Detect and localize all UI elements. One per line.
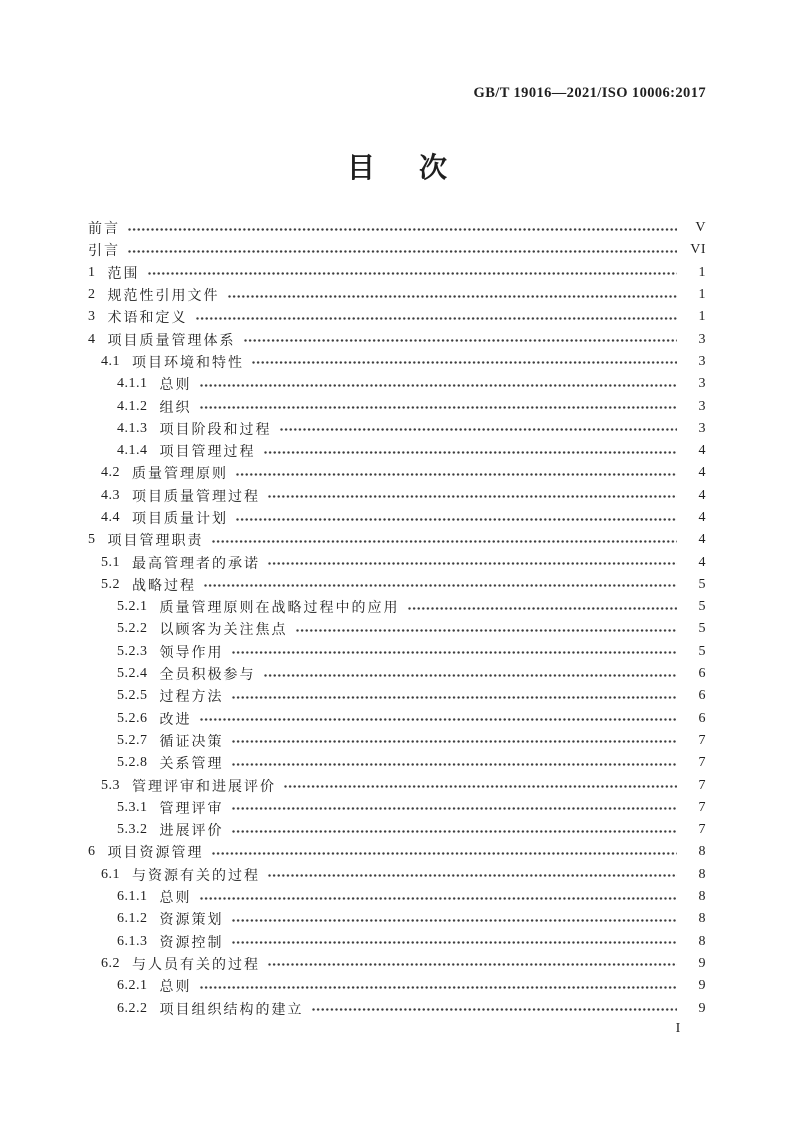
toc-entry-number: 5.2.3 [117,643,148,659]
toc-entry-number: 4 [88,331,96,347]
toc-entry [88,306,706,328]
toc-entry-title: 范围 [107,266,140,282]
toc-entry [88,908,706,930]
toc-entry-number: 4.3 [101,487,120,503]
toc-entry-page: V [695,220,706,236]
toc-entry-title: 与资源有关的过程 [132,868,260,884]
toc-entry-number: 5.2.5 [117,688,148,704]
toc-entry [88,507,706,529]
toc-entry-number: 5.2 [101,576,120,592]
toc-entry [88,328,706,350]
toc-entry-number: 4.1.3 [117,420,148,436]
dot-leader [200,384,678,388]
toc-entry-page: 6 [698,666,706,682]
toc-entry [88,262,706,284]
standard-number: GB/T 19016—2021/ISO 10006:2017 [473,85,706,101]
toc-entry-page: 3 [698,398,706,414]
toc-entry-page: 7 [698,732,706,748]
toc-entry-page: 8 [698,844,706,860]
dot-leader [196,317,678,321]
toc-entry-title: 项目组织结构的建立 [159,1002,304,1018]
toc-entry-number: 5.1 [101,554,120,570]
toc-entry [88,574,706,596]
toc-entry [88,752,706,774]
dot-leader [148,272,678,276]
toc-entry-number: 1 [88,264,96,280]
toc-entry-number: 4.2 [101,465,120,481]
toc-entry-page: 3 [698,331,706,347]
toc-entry [88,217,706,239]
toc-entry-page: 8 [698,911,706,927]
toc-entry-title: 资源策划 [159,913,224,929]
toc-entry-number: 5.2.6 [117,710,148,726]
toc-entry-page: 7 [698,822,706,838]
toc-entry-title: 改进 [159,712,192,728]
dot-leader [228,295,678,299]
toc-entry [88,953,706,975]
dot-leader [264,451,678,455]
toc-entry [88,864,706,886]
toc-entry-page: 5 [698,576,706,592]
dot-leader [232,919,678,923]
toc-entry-title: 关系管理 [159,757,224,773]
dot-leader [244,339,678,343]
toc-entry [88,485,706,507]
toc-entry-number: 4.1 [101,353,120,369]
toc-entry [88,797,706,819]
toc-entry-page: 5 [698,643,706,659]
toc-entry-page: 5 [698,599,706,615]
toc-entry [88,641,706,663]
toc-entry-title: 项目阶段和过程 [159,422,272,438]
toc-entry-page: 9 [698,978,706,994]
toc-entry-title: 领导作用 [159,645,224,661]
toc-entry-title: 项目质量计划 [132,512,228,527]
toc-entry [88,351,706,373]
toc-entry-title: 项目管理职责 [107,534,204,550]
toc-entry [88,440,706,462]
toc-entry [88,418,706,440]
toc-entry [88,395,706,417]
toc-entry-title: 项目管理过程 [159,445,256,461]
toc-entry-number: 5.2.7 [117,732,148,748]
toc-entry-number: 6 [88,844,96,860]
toc-entry-page: 3 [698,420,706,436]
toc-list [88,217,706,1020]
toc-entry-title: 总则 [159,980,192,996]
toc-entry-number: 5.2.4 [117,666,148,682]
toc-entry-number: 5.2.8 [117,755,148,771]
toc-entry-title: 术语和定义 [107,311,188,327]
toc-entry-number: 5.2.2 [117,621,148,637]
toc-entry [88,841,706,863]
toc-entry-number: 3 [88,309,96,325]
toc-entry [88,819,706,841]
toc-entry [88,997,706,1019]
toc-entry-title: 进展评价 [159,824,224,840]
dot-leader [204,584,677,588]
toc-entry-title: 项目环境和特性 [132,355,244,371]
toc-entry-title: 质量管理原则在战略过程中的应用 [159,601,400,617]
toc-entry-page: 7 [698,799,706,815]
toc-entry [88,708,706,730]
toc-entry-title: 全员积极参与 [159,668,256,684]
toc-entry-title: 资源控制 [159,935,224,951]
toc-entry-page: 4 [698,510,706,525]
dot-leader [252,361,677,365]
toc-entry-number: 6.2.1 [117,978,148,994]
toc-entry [88,618,706,640]
toc-entry [88,663,706,685]
toc-entry [88,373,706,395]
toc-entry-title: 总则 [159,891,192,907]
toc-entry-title: 与人员有关的过程 [132,957,260,973]
toc-entry-title: 以顾客为关注焦点 [159,623,288,639]
toc-entry-page: 8 [698,866,706,882]
dot-leader [212,540,678,544]
toc-entry-title: 总则 [159,378,192,394]
document-header [474,85,706,102]
dot-leader [268,963,677,967]
toc-entry-title: 最高管理者的承诺 [132,556,260,572]
toc-entry-number: 6.2 [101,955,120,971]
footer-page-number: I [675,1021,681,1036]
toc-entry-page: 8 [698,889,706,905]
toc-entry-title: 引言 [88,244,120,260]
toc-entry [88,685,706,707]
dot-leader [280,428,678,432]
toc-entry [88,886,706,908]
toc-entry-page: 4 [698,465,706,481]
toc-entry-number: 6.1.1 [117,889,148,905]
dot-leader [200,897,678,901]
toc-entry-page: 8 [698,933,706,949]
toc-entry-number: 5.2.1 [117,599,148,615]
toc-entry [88,239,706,261]
toc-entry-page: 6 [698,688,706,704]
toc-entry [88,551,706,573]
toc-entry-page: 4 [698,443,706,459]
dot-leader [232,941,678,945]
toc-entry [88,596,706,618]
toc-entry-page: 7 [698,777,706,793]
toc-entry-page: 1 [698,309,706,325]
toc-entry-page: 7 [698,755,706,771]
toc-entry [88,730,706,752]
toc-entry-page: 9 [698,955,706,971]
dot-leader [268,495,677,499]
toc-entry [88,774,706,796]
toc-entry-title: 项目质量管理体系 [107,333,236,349]
toc-entry-title: 项目资源管理 [107,846,204,862]
toc-entry-title: 战略过程 [132,578,196,594]
toc-entry-number: 5.3.2 [117,822,148,838]
toc-entry-page: 3 [698,376,706,392]
dot-leader [268,562,677,566]
toc-entry-number: 4.4 [101,510,120,525]
toc-entry-number: 6.1 [101,866,120,882]
toc-entry-number: 4.1.2 [117,398,148,414]
toc-entry-page: 1 [698,287,706,303]
toc-entry-page: 1 [698,264,706,280]
dot-leader [264,674,678,678]
dot-leader [232,830,678,834]
toc-entry-number: 2 [88,287,96,303]
toc-entry-number: 6.1.2 [117,911,148,927]
toc-entry-title: 规范性引用文件 [107,289,220,305]
toc-entry-title: 过程方法 [159,690,224,706]
toc-entry-page: 4 [698,554,706,570]
dot-leader [232,651,678,655]
toc-entry-title: 质量管理原则 [132,467,228,483]
dot-leader [408,607,678,611]
dot-leader [284,785,677,789]
toc-entry-title: 循证决策 [159,734,224,750]
toc-entry [88,931,706,953]
dot-leader [312,1008,678,1012]
toc-entry-page: 4 [698,487,706,503]
dot-leader [200,406,678,410]
toc-entry-title: 管理评审和进展评价 [132,779,276,795]
toc-entry-page: 3 [698,353,706,369]
dot-leader [268,874,677,878]
toc-entry-title: 项目质量管理过程 [132,489,260,505]
dot-leader [232,696,678,700]
dot-leader [232,763,678,767]
dot-leader [296,629,678,633]
dot-leader [236,518,677,522]
toc-entry-page: 5 [698,621,706,637]
toc-entry-page: 9 [698,1000,706,1016]
dot-leader [212,852,678,856]
dot-leader [128,250,677,254]
toc-entry [88,975,706,997]
page-title: 目 次 [346,153,455,184]
dot-leader [232,807,678,811]
toc-entry-page: VI [690,242,706,258]
dot-leader [236,473,677,477]
toc-entry-title: 组织 [159,400,192,416]
toc-entry-page: 6 [698,710,706,726]
toc-entry-number: 4.1.4 [117,443,148,459]
toc-entry-page: 4 [698,532,706,548]
dot-leader [200,718,678,722]
dot-leader [128,228,677,232]
toc-entry-title: 管理评审 [159,801,224,817]
toc-entry [88,529,706,551]
dot-leader [232,740,678,744]
toc-entry [88,462,706,484]
toc-entry [88,284,706,306]
toc-entry-number: 5.3.1 [117,799,148,815]
toc-entry-number: 6.2.2 [117,1000,148,1016]
toc-entry-title: 前言 [88,222,120,238]
dot-leader [200,986,678,990]
toc-entry-number: 5.3 [101,777,120,793]
toc-entry-number: 5 [88,532,96,548]
toc-entry-number: 6.1.3 [117,933,148,949]
toc-entry-number: 4.1.1 [117,376,148,392]
